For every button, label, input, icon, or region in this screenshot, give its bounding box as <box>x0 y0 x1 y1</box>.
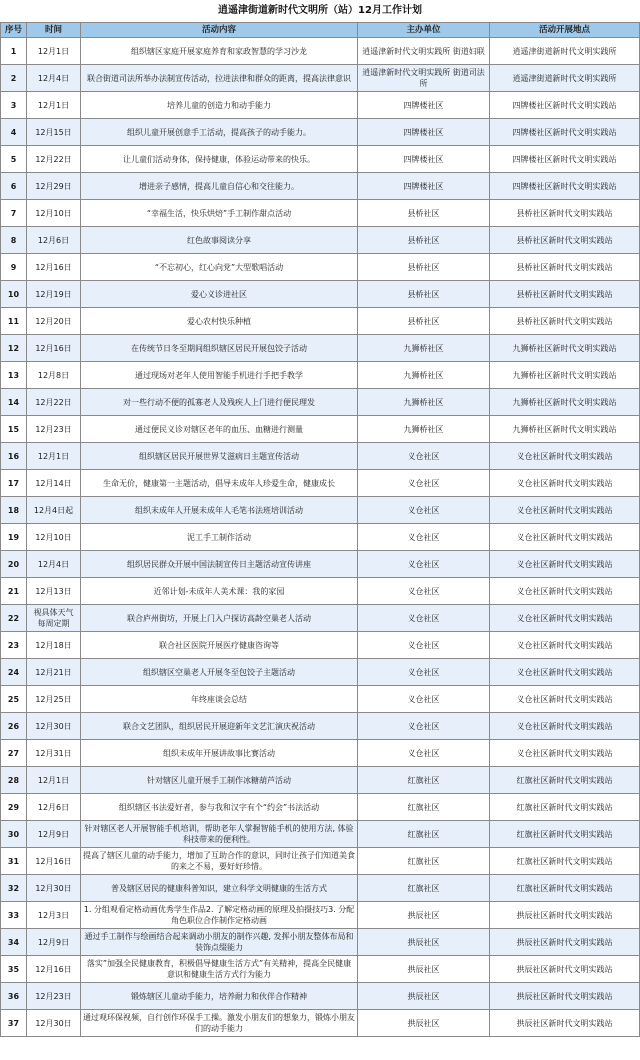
table-row <box>1 416 640 443</box>
cell-content: 在传统节日冬至期间组织辖区居民开展包饺子活动 <box>81 335 358 362</box>
cell-no: 18 <box>1 497 27 524</box>
column-header-host: 主办单位 <box>358 23 490 38</box>
cell-host: 红旗社区 <box>358 875 490 902</box>
cell-host: 四牌楼社区 <box>358 173 490 200</box>
cell-time: 12月4日起 <box>27 497 81 524</box>
cell-time: 12月1日 <box>27 38 81 65</box>
cell-no: 4 <box>1 119 27 146</box>
cell-no: 12 <box>1 335 27 362</box>
table-row <box>1 92 640 119</box>
cell-content: 培养儿童的创造力和动手能力 <box>81 92 358 119</box>
cell-no: 2 <box>1 65 27 92</box>
cell-place: 四牌楼社区新时代文明实践站 <box>490 119 640 146</box>
table-row <box>1 740 640 767</box>
cell-time: 12月10日 <box>27 200 81 227</box>
table-row <box>1 524 640 551</box>
cell-host: 义仓社区 <box>358 686 490 713</box>
cell-place: 义仓社区新时代文明实践站 <box>490 632 640 659</box>
table-row <box>1 227 640 254</box>
table-row <box>1 767 640 794</box>
cell-time: 12月16日 <box>27 254 81 281</box>
cell-host: 义仓社区 <box>358 740 490 767</box>
cell-no: 20 <box>1 551 27 578</box>
cell-place: 义仓社区新时代文明实践站 <box>490 443 640 470</box>
cell-host: 义仓社区 <box>358 713 490 740</box>
cell-time: 12月14日 <box>27 470 81 497</box>
cell-no: 7 <box>1 200 27 227</box>
cell-time: 12月1日 <box>27 92 81 119</box>
cell-place: 义仓社区新时代文明实践站 <box>490 551 640 578</box>
cell-time: 12月22日 <box>27 146 81 173</box>
cell-content: 组织未成年开展讲故事比赛活动 <box>81 740 358 767</box>
cell-time: 12月1日 <box>27 443 81 470</box>
cell-place: 九狮桥社区新时代文明实践站 <box>490 335 640 362</box>
cell-content: 联合文艺团队，组织居民开展迎新年文艺汇演庆祝活动 <box>81 713 358 740</box>
table-row <box>1 875 640 902</box>
cell-content: “幸福生活，快乐烘焙”手工制作甜点活动 <box>81 200 358 227</box>
cell-content: 让儿童们活动身体，保持健康，体验运动带来的快乐。 <box>81 146 358 173</box>
cell-content: 组织儿童开展创意手工活动，提高孩子的动手能力。 <box>81 119 358 146</box>
cell-host: 红旗社区 <box>358 767 490 794</box>
cell-content: 组织辖区家庭开展家庭养育和家政智慧的学习沙龙 <box>81 38 358 65</box>
cell-host: 红旗社区 <box>358 821 490 848</box>
cell-time: 12月8日 <box>27 362 81 389</box>
table-row <box>1 713 640 740</box>
cell-time: 12月15日 <box>27 119 81 146</box>
table-row <box>1 632 640 659</box>
cell-host: 九狮桥社区 <box>358 335 490 362</box>
table-row <box>1 956 640 983</box>
cell-host: 四牌楼社区 <box>358 146 490 173</box>
table-header-row <box>1 23 640 38</box>
cell-no: 37 <box>1 1010 27 1037</box>
cell-place: 红旗社区新时代文明实践站 <box>490 848 640 875</box>
cell-time: 12月23日 <box>27 416 81 443</box>
cell-place: 拱辰社区新时代文明实践站 <box>490 902 640 929</box>
work-plan-table <box>0 22 640 1037</box>
cell-content: 组织辖区空巢老人开展冬至包饺子主题活动 <box>81 659 358 686</box>
cell-content: 联合社区医院开展医疗健康咨询等 <box>81 632 358 659</box>
cell-host: 义仓社区 <box>358 659 490 686</box>
cell-host: 拱辰社区 <box>358 929 490 956</box>
cell-time: 12月31日 <box>27 740 81 767</box>
cell-time: 12月3日 <box>27 902 81 929</box>
column-header-content: 活动内容 <box>81 23 358 38</box>
cell-place: 九狮桥社区新时代文明实践站 <box>490 362 640 389</box>
cell-time: 12月18日 <box>27 632 81 659</box>
cell-time: 12月21日 <box>27 659 81 686</box>
cell-content: 组织居民群众开展中国法制宣传日主题活动宣传讲座 <box>81 551 358 578</box>
cell-content: 对一些行动不便的孤寡老人及残疾人上门进行便民理发 <box>81 389 358 416</box>
cell-no: 35 <box>1 956 27 983</box>
table-row <box>1 821 640 848</box>
cell-no: 3 <box>1 92 27 119</box>
table-row <box>1 902 640 929</box>
cell-host: 义仓社区 <box>358 632 490 659</box>
cell-host: 拱辰社区 <box>358 983 490 1010</box>
cell-time: 12月29日 <box>27 173 81 200</box>
cell-content: 爱心义诊进社区 <box>81 281 358 308</box>
cell-content: 提高了辖区儿童的动手能力，增加了互助合作的意识，同时让孩子们知道美食的来之不易，要好好珍惜。 <box>81 848 358 875</box>
table-row <box>1 443 640 470</box>
cell-place: 县桥社区新时代文明实践站 <box>490 227 640 254</box>
cell-no: 17 <box>1 470 27 497</box>
cell-host: 义仓社区 <box>358 578 490 605</box>
page-title: 逍遥津街道新时代文明所（站）12月工作计划 <box>218 5 422 16</box>
cell-content: 增进亲子感情，提高儿童自信心和交往能力。 <box>81 173 358 200</box>
cell-host: 逍遥津新时代文明实践所 街道司法所 <box>358 65 490 92</box>
table-row <box>1 389 640 416</box>
cell-no: 24 <box>1 659 27 686</box>
cell-place: 义仓社区新时代文明实践站 <box>490 740 640 767</box>
cell-content: 1. 分组观看定格动画优秀学生作品2. 了解定格动画的原理及拍摄技巧3. 分配角色职位合作制作定格动画 <box>81 902 358 929</box>
cell-time: 12月30日 <box>27 1010 81 1037</box>
cell-content: 组织未成年人开展未成年人毛笔书法班培训活动 <box>81 497 358 524</box>
cell-host: 拱辰社区 <box>358 902 490 929</box>
cell-no: 31 <box>1 848 27 875</box>
cell-place: 九狮桥社区新时代文明实践站 <box>490 416 640 443</box>
table-row <box>1 659 640 686</box>
table-row <box>1 281 640 308</box>
cell-content: “不忘初心，红心向党”大型歌唱活动 <box>81 254 358 281</box>
cell-host: 九狮桥社区 <box>358 362 490 389</box>
cell-no: 5 <box>1 146 27 173</box>
column-header-time: 时间 <box>27 23 81 38</box>
cell-content: 针对辖区儿童开展手工制作冰糖葫芦活动 <box>81 767 358 794</box>
table-row <box>1 308 640 335</box>
cell-place: 县桥社区新时代文明实践站 <box>490 308 640 335</box>
cell-host: 拱辰社区 <box>358 956 490 983</box>
cell-content: 年终座谈会总结 <box>81 686 358 713</box>
cell-content: 通过现场对老年人使用智能手机进行手把手教学 <box>81 362 358 389</box>
cell-host: 红旗社区 <box>358 848 490 875</box>
table-row <box>1 335 640 362</box>
cell-time: 12月13日 <box>27 578 81 605</box>
cell-no: 9 <box>1 254 27 281</box>
cell-host: 县桥社区 <box>358 308 490 335</box>
cell-time: 12月1日 <box>27 767 81 794</box>
cell-content: 联合庐州街坊，开展上门入户探访高龄空巢老人活动 <box>81 605 358 632</box>
cell-no: 34 <box>1 929 27 956</box>
cell-no: 1 <box>1 38 27 65</box>
cell-no: 15 <box>1 416 27 443</box>
cell-content: 联合街道司法所举办法制宣传活动，拉进法律和群众的距离，提高法律意识 <box>81 65 358 92</box>
column-header-no: 序号 <box>1 23 27 38</box>
cell-time: 12月25日 <box>27 686 81 713</box>
cell-no: 30 <box>1 821 27 848</box>
table-row <box>1 146 640 173</box>
cell-host: 义仓社区 <box>358 524 490 551</box>
cell-place: 义仓社区新时代文明实践站 <box>490 686 640 713</box>
cell-no: 29 <box>1 794 27 821</box>
cell-host: 四牌楼社区 <box>358 119 490 146</box>
cell-host: 九狮桥社区 <box>358 389 490 416</box>
cell-host: 逍遥津新时代文明实践所 街道妇联 <box>358 38 490 65</box>
cell-time: 12月16日 <box>27 956 81 983</box>
cell-no: 33 <box>1 902 27 929</box>
cell-content: 普及辖区居民的健康科普知识，建立科学文明健康的生活方式 <box>81 875 358 902</box>
cell-content: 泥工手工制作活动 <box>81 524 358 551</box>
cell-place: 义仓社区新时代文明实践站 <box>490 578 640 605</box>
cell-time: 12月10日 <box>27 524 81 551</box>
cell-place: 县桥社区新时代文明实践站 <box>490 254 640 281</box>
cell-no: 6 <box>1 173 27 200</box>
cell-no: 13 <box>1 362 27 389</box>
cell-time: 12月4日 <box>27 65 81 92</box>
cell-content: 通过手工制作与绘画结合起来调动小朋友的制作兴趣, 发挥小朋友整体布局和装饰点缀能力 <box>81 929 358 956</box>
cell-content: 生命无价，健康第一主题活动，倡导未成年人珍爱生命，健康成长 <box>81 470 358 497</box>
cell-content: 锻炼辖区儿童动手能力，培养耐力和伙伴合作精神 <box>81 983 358 1010</box>
cell-host: 拱辰社区 <box>358 1010 490 1037</box>
cell-host: 红旗社区 <box>358 794 490 821</box>
cell-place: 义仓社区新时代文明实践站 <box>490 524 640 551</box>
table-row <box>1 983 640 1010</box>
cell-host: 四牌楼社区 <box>358 92 490 119</box>
table-row <box>1 119 640 146</box>
cell-host: 县桥社区 <box>358 254 490 281</box>
cell-no: 19 <box>1 524 27 551</box>
cell-place: 义仓社区新时代文明实践站 <box>490 659 640 686</box>
cell-place: 九狮桥社区新时代文明实践站 <box>490 389 640 416</box>
cell-host: 义仓社区 <box>358 497 490 524</box>
cell-place: 县桥社区新时代文明实践站 <box>490 281 640 308</box>
cell-place: 红旗社区新时代文明实践站 <box>490 875 640 902</box>
cell-place: 拱辰社区新时代文明实践站 <box>490 983 640 1010</box>
cell-time: 12月9日 <box>27 821 81 848</box>
cell-no: 11 <box>1 308 27 335</box>
table-row <box>1 200 640 227</box>
table-row <box>1 254 640 281</box>
table-row <box>1 929 640 956</box>
cell-no: 22 <box>1 605 27 632</box>
cell-place: 四牌楼社区新时代文明实践站 <box>490 146 640 173</box>
table-row <box>1 605 640 632</box>
cell-content: 组织辖区书法爱好者，参与我和汉字有个“约会”书法活动 <box>81 794 358 821</box>
table-row <box>1 551 640 578</box>
cell-time: 12月9日 <box>27 929 81 956</box>
table-row <box>1 848 640 875</box>
cell-place: 拱辰社区新时代文明实践站 <box>490 929 640 956</box>
cell-no: 28 <box>1 767 27 794</box>
cell-content: 通过便民义诊对辖区老年的血压、血糖进行测量 <box>81 416 358 443</box>
cell-no: 26 <box>1 713 27 740</box>
cell-place: 义仓社区新时代文明实践站 <box>490 605 640 632</box>
cell-place: 义仓社区新时代文明实践站 <box>490 713 640 740</box>
cell-time: 12月20日 <box>27 308 81 335</box>
cell-time: 12月30日 <box>27 875 81 902</box>
cell-no: 21 <box>1 578 27 605</box>
cell-no: 32 <box>1 875 27 902</box>
table-row <box>1 686 640 713</box>
cell-host: 义仓社区 <box>358 443 490 470</box>
cell-time: 12月6日 <box>27 794 81 821</box>
cell-content: 爱心农村快乐种植 <box>81 308 358 335</box>
cell-place: 拱辰社区新时代文明实践站 <box>490 1010 640 1037</box>
cell-no: 23 <box>1 632 27 659</box>
cell-content: 组织辖区居民开展世界艾滋病日主题宣传活动 <box>81 443 358 470</box>
cell-time: 视具体天气 每周定期 <box>27 605 81 632</box>
cell-content: 通过观环保视频，自行创作环保手工操。激发小朋友们的想象力，锻炼小朋友们的动手能力 <box>81 1010 358 1037</box>
cell-host: 县桥社区 <box>358 200 490 227</box>
cell-place: 红旗社区新时代文明实践站 <box>490 794 640 821</box>
cell-time: 12月6日 <box>27 227 81 254</box>
column-header-place: 活动开展地点 <box>490 23 640 38</box>
cell-no: 36 <box>1 983 27 1010</box>
cell-host: 义仓社区 <box>358 470 490 497</box>
cell-place: 县桥社区新时代文明实践站 <box>490 200 640 227</box>
cell-place: 四牌楼社区新时代文明实践站 <box>490 92 640 119</box>
cell-host: 义仓社区 <box>358 605 490 632</box>
table-row <box>1 578 640 605</box>
cell-time: 12月4日 <box>27 551 81 578</box>
cell-no: 8 <box>1 227 27 254</box>
cell-host: 义仓社区 <box>358 551 490 578</box>
cell-place: 义仓社区新时代文明实践站 <box>490 470 640 497</box>
table-row <box>1 794 640 821</box>
cell-place: 逍遥津街道新时代文明实践所 <box>490 38 640 65</box>
cell-no: 25 <box>1 686 27 713</box>
cell-host: 县桥社区 <box>358 227 490 254</box>
table-row <box>1 362 640 389</box>
cell-time: 12月16日 <box>27 848 81 875</box>
cell-time: 12月22日 <box>27 389 81 416</box>
cell-host: 九狮桥社区 <box>358 416 490 443</box>
cell-place: 义仓社区新时代文明实践站 <box>490 497 640 524</box>
cell-content: 落实”加强全民健康教育，积极倡导健康生活方式”有关精神，提高全民健康意识和健康生活方式行为能力 <box>81 956 358 983</box>
table-row <box>1 497 640 524</box>
cell-host: 县桥社区 <box>358 281 490 308</box>
cell-time: 12月19日 <box>27 281 81 308</box>
cell-no: 10 <box>1 281 27 308</box>
table-row <box>1 470 640 497</box>
cell-place: 逍遥津街道新时代文明实践所 <box>490 65 640 92</box>
table-row <box>1 38 640 65</box>
cell-place: 四牌楼社区新时代文明实践站 <box>490 173 640 200</box>
cell-no: 14 <box>1 389 27 416</box>
cell-time: 12月16日 <box>27 335 81 362</box>
cell-content: 近邻计划-未成年人美术课：我的家园 <box>81 578 358 605</box>
cell-place: 红旗社区新时代文明实践站 <box>490 821 640 848</box>
cell-place: 拱辰社区新时代文明实践站 <box>490 956 640 983</box>
table-row <box>1 1010 640 1037</box>
cell-place: 红旗社区新时代文明实践站 <box>490 767 640 794</box>
cell-content: 针对辖区老人开展智能手机培训，帮助老年人掌握智能手机的使用方法, 体验科技带来的便利性。 <box>81 821 358 848</box>
cell-content: 红色故事阅读分享 <box>81 227 358 254</box>
table-row <box>1 65 640 92</box>
cell-no: 27 <box>1 740 27 767</box>
cell-time: 12月23日 <box>27 983 81 1010</box>
table-row <box>1 173 640 200</box>
cell-no: 16 <box>1 443 27 470</box>
cell-time: 12月30日 <box>27 713 81 740</box>
